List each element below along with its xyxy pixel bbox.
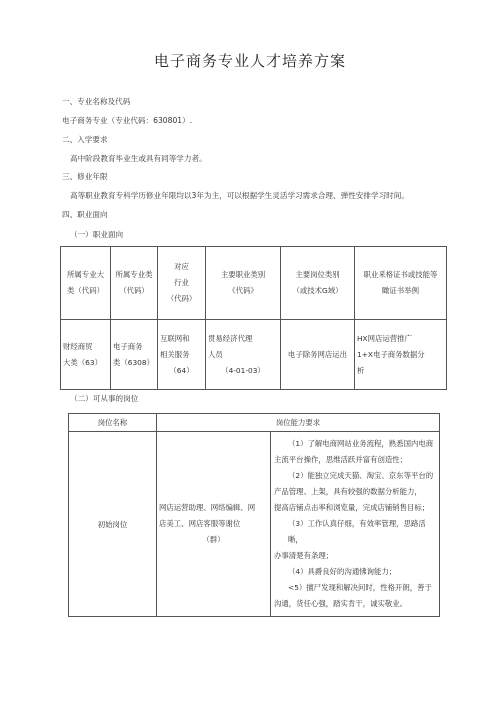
table-row [69, 432, 440, 617]
table-header-cell: 岗位名称 [69, 414, 157, 432]
positions-table [68, 413, 440, 617]
table-cell: 电子商务 类（6308） [111, 320, 158, 390]
position-names-cell: 网店运营助理、网络编辑、网 店美工、网店客服等谢位 （群） [157, 432, 271, 617]
career-orientation-table [60, 246, 447, 390]
section-2-heading: 二、入学要求 [62, 135, 108, 144]
table-header-cell: 所属专业大 类（代码） [61, 247, 111, 320]
table-cell: 贯易经济代理 人员 （4-01-03） [206, 320, 281, 390]
position-level-cell: 初始岗位 [69, 432, 157, 617]
section-4-heading: 四、职业面向 [62, 210, 108, 219]
ability-requirements-cell: （1）了解电商网站业务流程，熟悉国内电商 主流平台操作，思维活跃并富有创造性； （2）能独立完成天猫、淘宝、京东等平台的 产品管理、上架，具有较强的数据分析能力， 提高店铺点击率和浏览量，完成店铺销售目标； （3）工作认真仔细，有效率管理，思路活晰， 办事清楚有条理； （4）具爵良好的沟通怫询能力； <5）擅尸发现和解决问时，性格开朗，善于 沟通，货任心强，踏实肯干，诚实敬业。 [271, 432, 440, 617]
section-1-heading: 一、专业名称及代码 [62, 97, 131, 106]
table-header-cell: 主要岗位类别 （或技术G域） [281, 247, 355, 320]
section-4-subheading-1: （一）职业面向 [70, 230, 124, 239]
table-cell: 互联网和 相关服务 （64） [158, 320, 206, 390]
section-3-text: 高等职业教育专科学历修业年限均以3年为主，可以根据学生灵活学习需求合理、弹性安排学习时间。 [70, 191, 409, 200]
section-1-text: 电子商务专业（专业代码：630801）. [62, 116, 193, 125]
table-header-row [69, 414, 440, 432]
section-4-subheading-2: （二）可从事的岗位 [70, 394, 139, 403]
table-cell: 电子除务网店运出 [281, 320, 355, 390]
table-row [61, 320, 447, 390]
table-cell: HX网店运营推广 1+X电子商务数据分 析 [355, 320, 447, 390]
table-header-cell: 所属专业类 （代码） [111, 247, 158, 320]
table-cell: 财经商贸 大类（63） [61, 320, 111, 390]
section-2-text: 高中阶段教育毕业生或具有同等学力者。 [70, 154, 207, 163]
document-title: 电子商务专业人才培养方案 [153, 52, 346, 70]
table-header-cell: 岗位能力要求 [157, 414, 440, 432]
table-header-cell: 主要职业类别 《代码》 [206, 247, 281, 320]
table-header-cell: 职业釆格证书或技能等 瞰证书举例 [355, 247, 447, 320]
table-header-row [61, 247, 447, 320]
table-header-cell: 对应 行业 （代码） [158, 247, 206, 320]
section-3-heading: 三、修业年限 [62, 172, 108, 181]
